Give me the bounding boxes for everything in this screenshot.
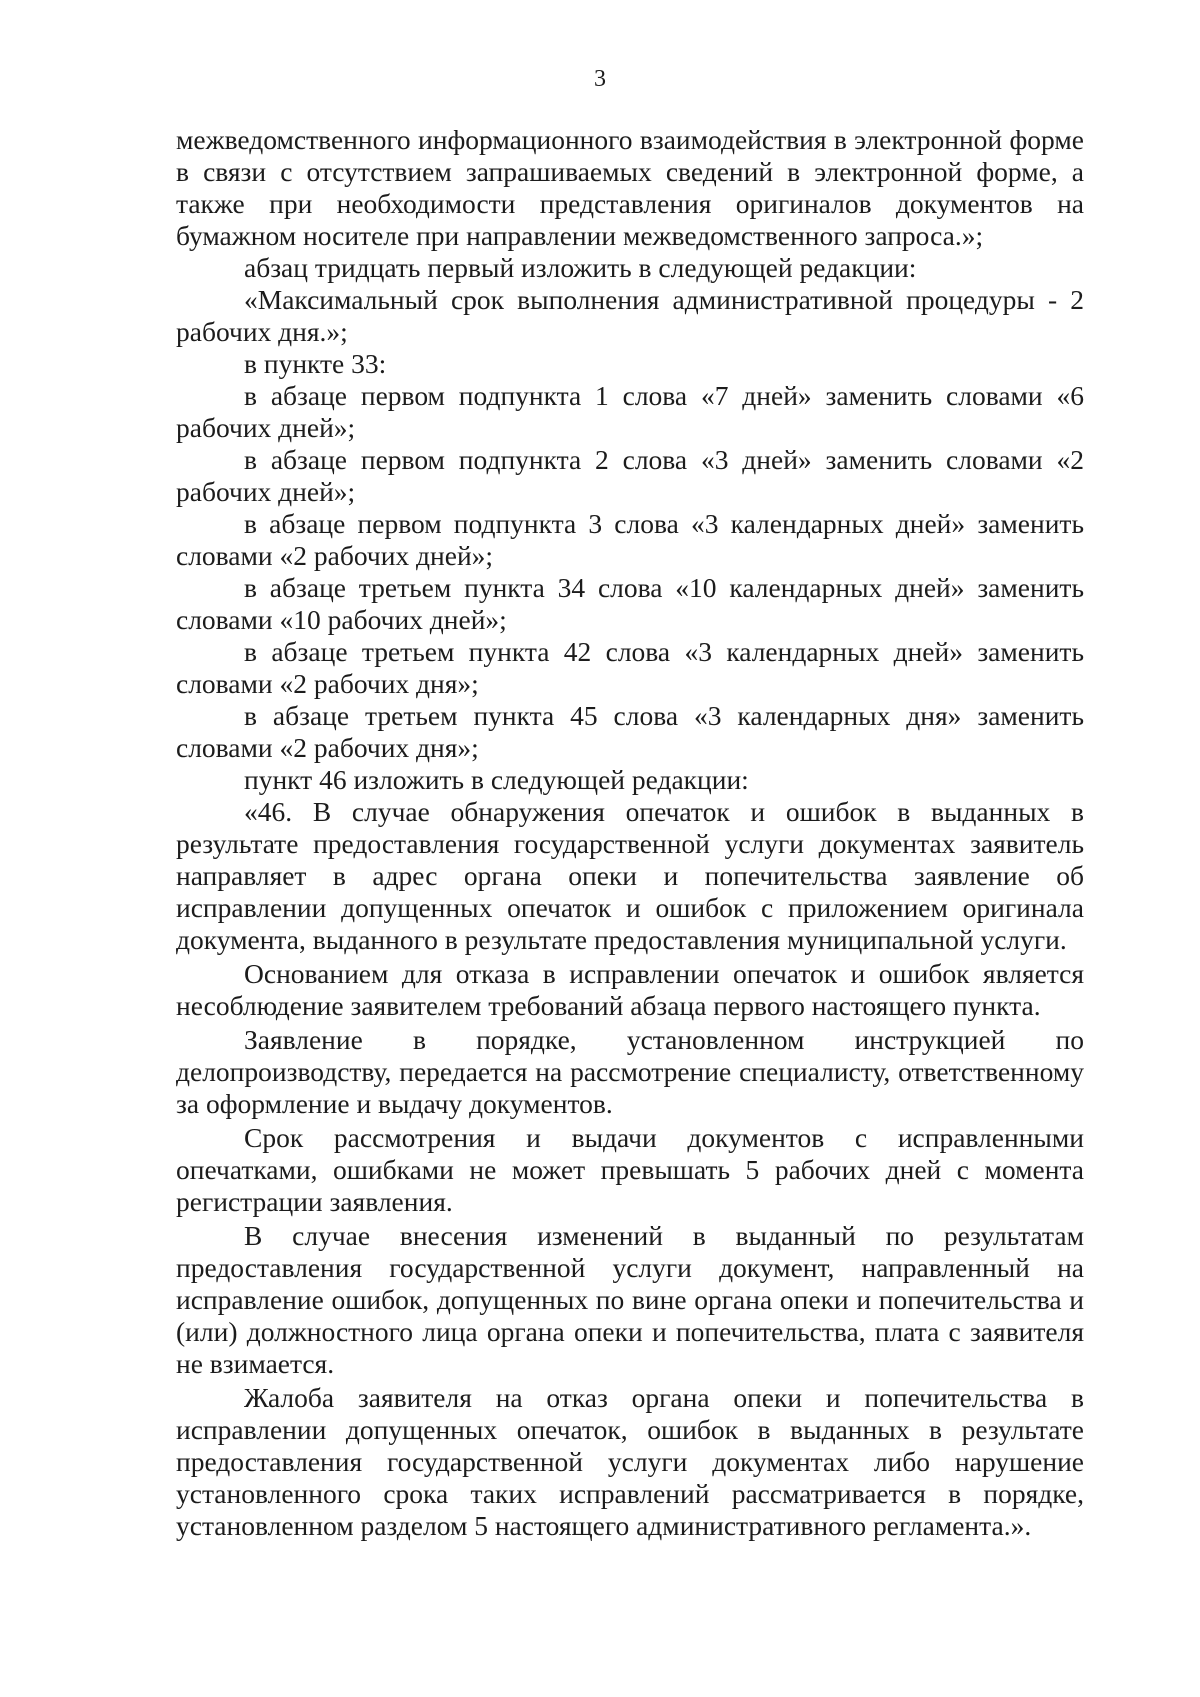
paragraph: «46. В случае обнаружения опечаток и ошибок в выданных в результате предоставления государственной услуги документах заявитель направляет в адрес органа опеки и попечительства заявление об исправлении допущенных опечаток и ошибок с приложением оригинала документа, выданного в результате предоставления муниципальной услуги. (176, 796, 1084, 955)
paragraph: Основанием для отказа в исправлении опечаток и ошибок является несоблюдение заявителем требований абзаца первого настоящего пункта. (176, 958, 1084, 1021)
paragraph: «Максимальный срок выполнения административной процедуры - 2 рабочих дня.»; (176, 284, 1084, 347)
paragraph: пункт 46 изложить в следующей редакции: (244, 764, 749, 795)
paragraph: в абзаце третьем пункта 34 слова «10 календарных дней» заменить словами «10 рабочих дней»; (176, 572, 1084, 635)
paragraph: в абзаце третьем пункта 42 слова «3 календарных дней» заменить словами «2 рабочих дня»; (176, 636, 1084, 699)
paragraph: Срок рассмотрения и выдачи документов с исправленными опечатками, ошибками не может превышать 5 рабочих дней с момента регистрации заявления. (176, 1122, 1084, 1217)
paragraph: В случае внесения изменений в выданный по результатам предоставления государственной услуги документ, направленный на исправление ошибок, допущенных по вине органа опеки и попечительства и (или) должностного лица органа опеки и попечительства, плата с заявителя не взимается. (176, 1220, 1084, 1379)
paragraph: абзац тридцать первый изложить в следующей редакции: (244, 252, 917, 283)
page-number: 3 (594, 66, 606, 92)
paragraph: Заявление в порядке, установленном инструкцией по делопроизводству, передается на рассмотрение специалисту, ответственному за оформление и выдачу документов. (176, 1024, 1084, 1119)
paragraph: в абзаце первом подпункта 3 слова «3 календарных дней» заменить словами «2 рабочих дней»; (176, 508, 1084, 571)
paragraph: Жалоба заявителя на отказ органа опеки и попечительства в исправлении допущенных опечаток, ошибок в выданных в результате предоставления государственной услуги документах либо нарушение установленного срока таких исправлений рассматривается в порядке, установленном разделом 5 настоящего административного регламента.». (176, 1382, 1084, 1541)
paragraph: в абзаце третьем пункта 45 слова «3 календарных дня» заменить словами «2 рабочих дня»; (176, 700, 1084, 763)
paragraph: в абзаце первом подпункта 1 слова «7 дней» заменить словами «6 рабочих дней»; (176, 380, 1084, 443)
paragraph: в пункте 33: (244, 348, 387, 379)
document-body (176, 124, 1084, 1542)
paragraph: в абзаце первом подпункта 2 слова «3 дней» заменить словами «2 рабочих дней»; (176, 444, 1084, 507)
paragraph: межведомственного информационного взаимодействия в электронной форме в связи с отсутствием запрашиваемых сведений в электронной форме, а также при необходимости представления оригиналов документов на бумажном носителе при направлении межведомственного запроса.»; (176, 124, 1084, 251)
